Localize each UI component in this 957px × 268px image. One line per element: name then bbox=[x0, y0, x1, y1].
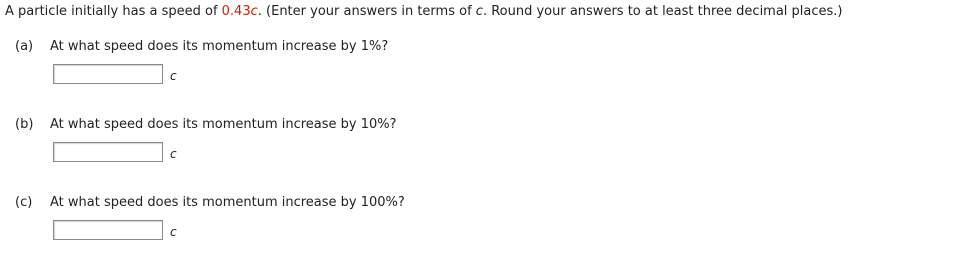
part-a-unit: c bbox=[170, 69, 177, 83]
part-b-letter: (b) bbox=[15, 117, 34, 132]
part-c-unit: c bbox=[170, 225, 177, 239]
part-b-answer-input[interactable] bbox=[53, 142, 163, 162]
part-b-question bbox=[15, 117, 397, 133]
intro-term-unit: c bbox=[475, 4, 483, 19]
part-c-text: At what speed does its momentum increase by 100%? bbox=[50, 195, 405, 210]
intro-suffix: . Round your answers to at least three decimal places.) bbox=[482, 4, 843, 19]
part-a-letter: (a) bbox=[15, 39, 34, 54]
part-c-answer-input[interactable] bbox=[53, 220, 163, 240]
part-a-text: At what speed does its momentum increase by 1%? bbox=[50, 39, 389, 54]
part-c-question bbox=[15, 195, 405, 211]
part-c-answer-row bbox=[53, 219, 177, 241]
given-speed-value bbox=[222, 4, 258, 19]
intro-mid: . (Enter your answers in terms of bbox=[257, 4, 476, 19]
part-c-letter: (c) bbox=[15, 195, 33, 210]
given-speed-unit: c bbox=[250, 4, 258, 19]
part-a-answer-input[interactable] bbox=[53, 64, 163, 84]
intro-prefix: A particle initially has a speed of bbox=[5, 4, 222, 19]
given-speed-number: 0.43 bbox=[221, 4, 251, 19]
part-a-answer-row bbox=[53, 63, 177, 85]
part-b-text: At what speed does its momentum increase by 10%? bbox=[50, 117, 397, 132]
part-b-answer-row bbox=[53, 141, 177, 163]
problem-statement bbox=[5, 4, 843, 20]
part-b-unit: c bbox=[170, 147, 177, 161]
part-a-question bbox=[15, 39, 388, 55]
